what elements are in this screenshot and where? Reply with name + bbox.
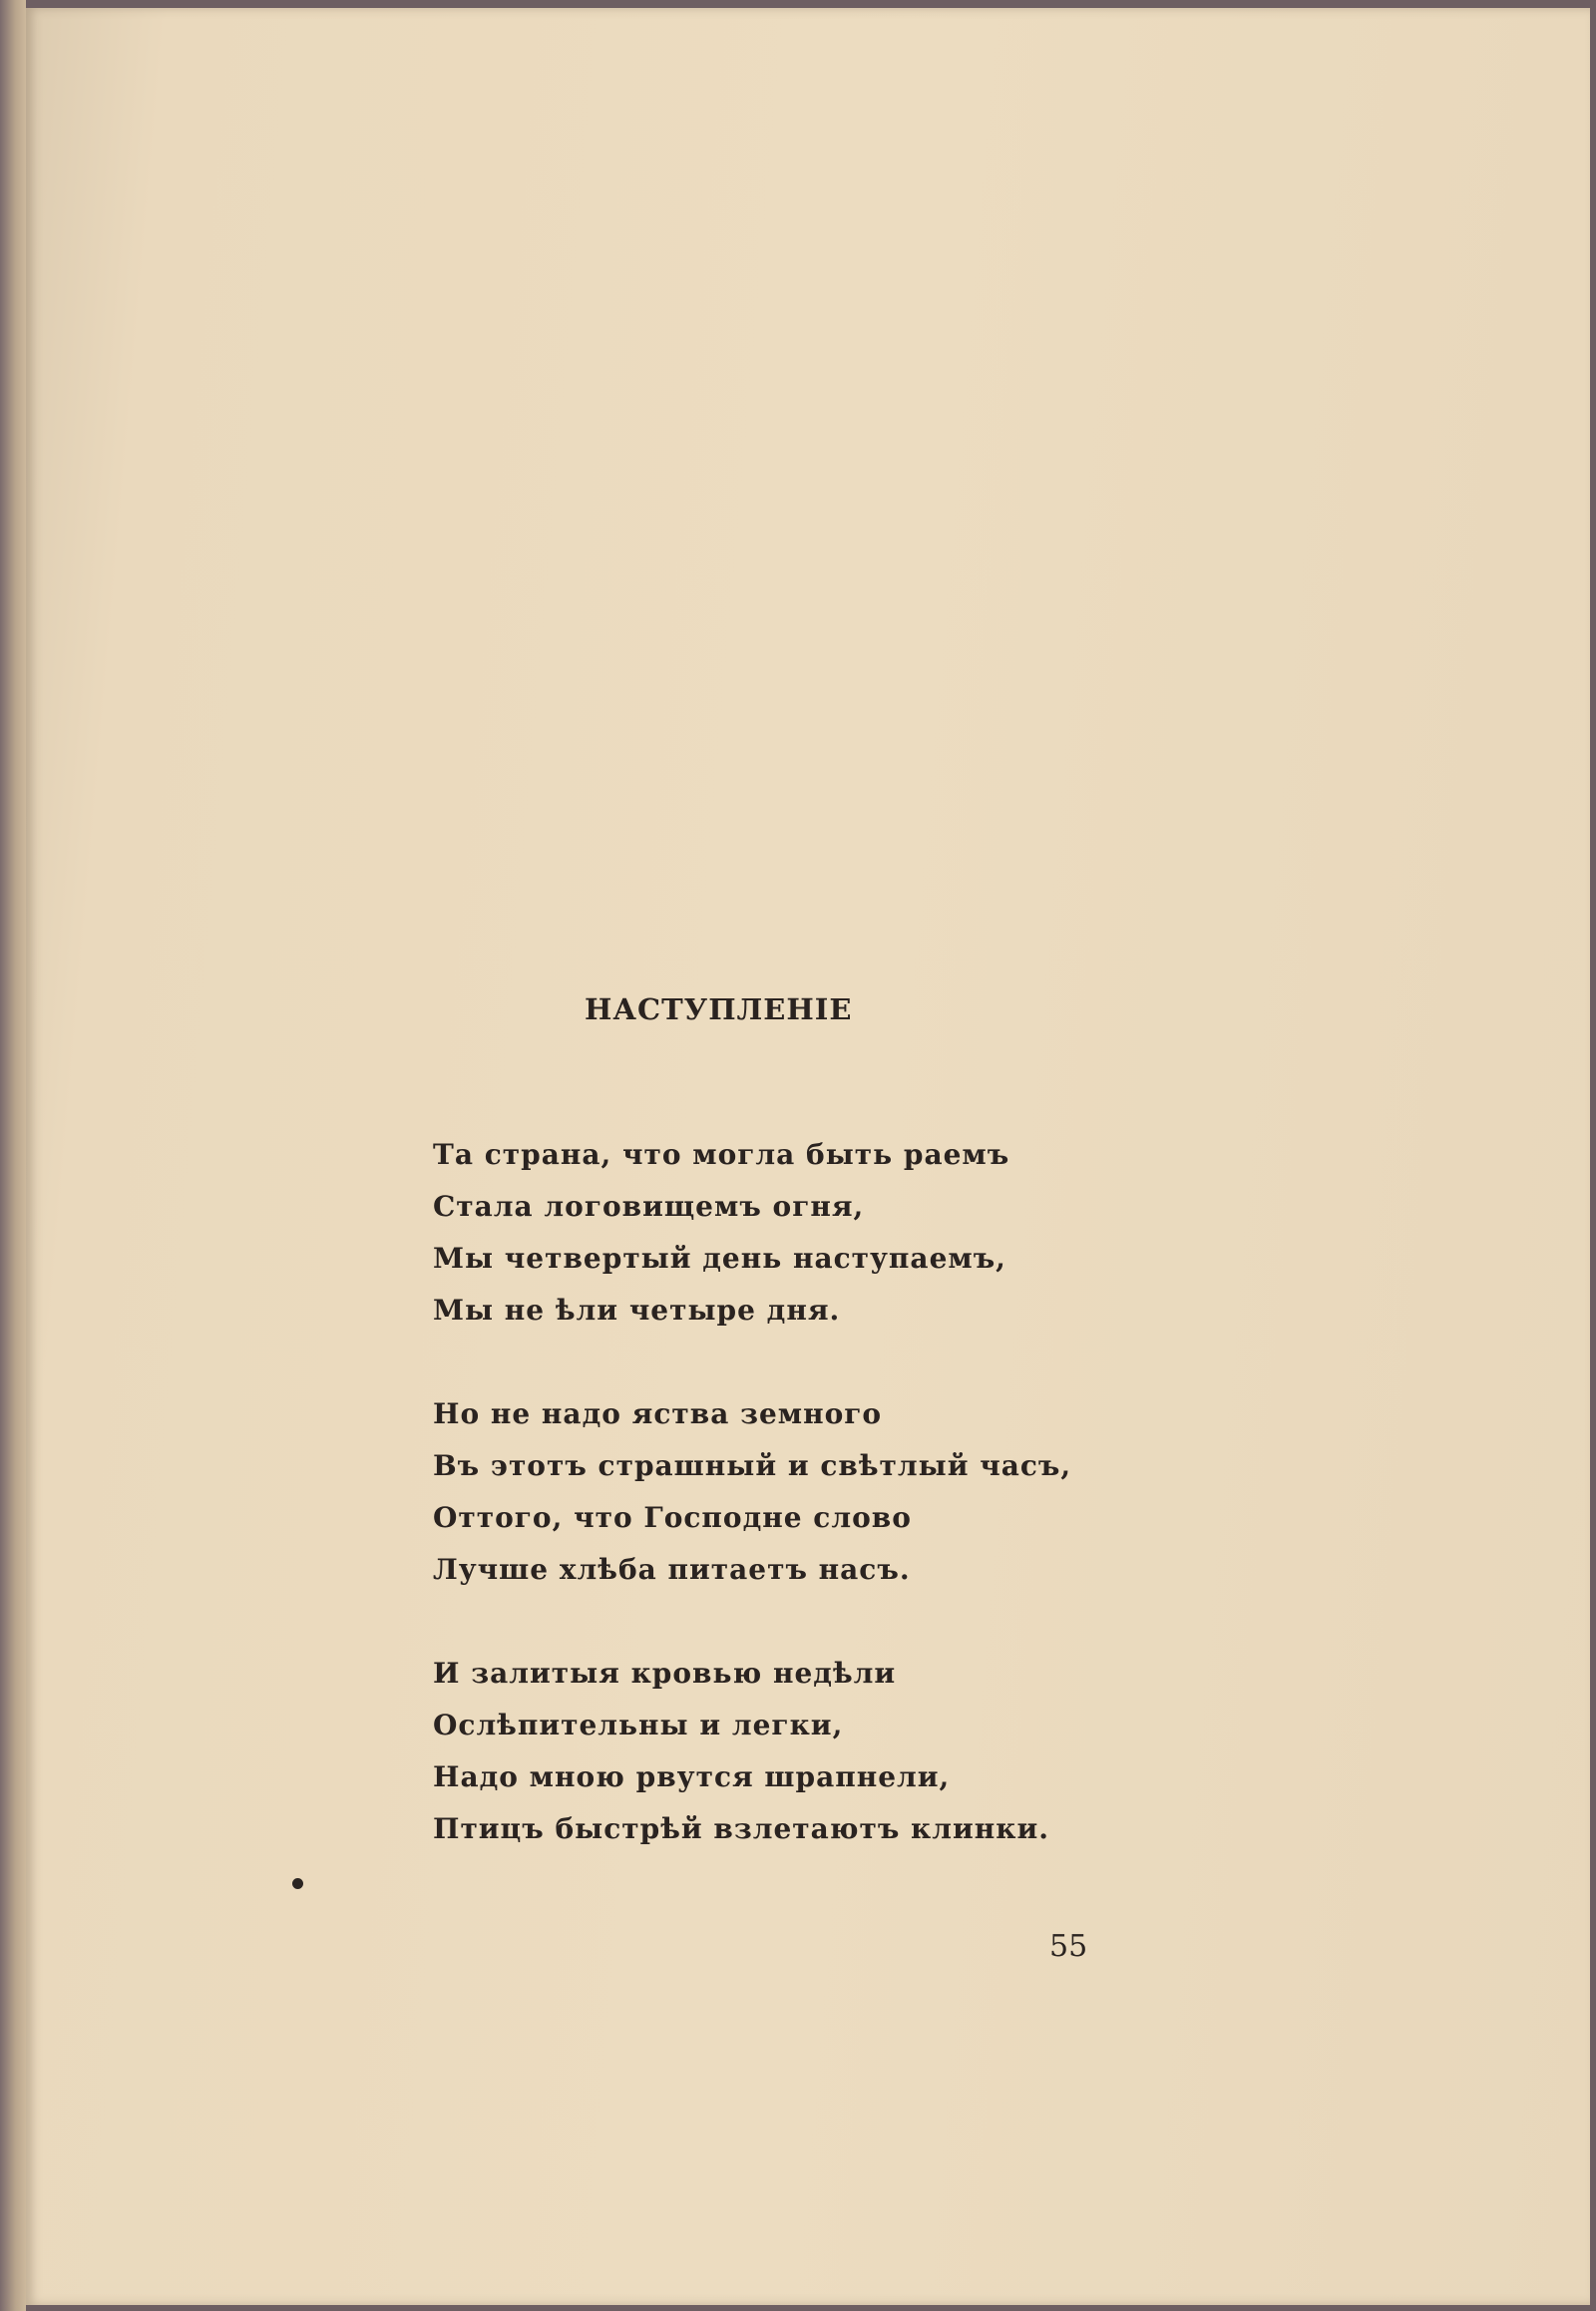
poem-title: НАСТУПЛЕНIЕ [585, 992, 853, 1026]
poem-line: Птицъ быстрѣй взлетаютъ клинки. [433, 1812, 1050, 1845]
poem-line: И залитыя кровью недѣли [433, 1657, 897, 1690]
stanza-3 [433, 1648, 1131, 1855]
stanza-1 [433, 1129, 1131, 1337]
stanza-2 [433, 1388, 1131, 1596]
poem-line: Но не надо яства земного [433, 1397, 883, 1430]
poem-line: Лучше хлѣба питаетъ насъ. [433, 1553, 911, 1586]
ink-dot [292, 1878, 303, 1889]
poem-line: Въ этотъ страшный и свѣтлый часъ, [433, 1449, 1072, 1482]
poem-line: Ослѣпительны и легки, [433, 1709, 844, 1741]
page-number: 55 [1049, 1929, 1088, 1964]
poem-line: Та страна, что могла быть раемъ [433, 1138, 1010, 1171]
show-through-text [519, 329, 1057, 382]
poem-line: Оттого, что Господне слово [433, 1501, 912, 1534]
poem-line: Мы не ѣли четыре дня. [433, 1294, 841, 1327]
poem-line: Мы четвертый день наступаемъ, [433, 1242, 1006, 1275]
book-spine [0, 0, 26, 2311]
poem-body [433, 1129, 1131, 1855]
poem-line: Стала логовищемъ огня, [433, 1190, 865, 1223]
poem-line: Надо мною рвутся шрапнели, [433, 1760, 951, 1793]
